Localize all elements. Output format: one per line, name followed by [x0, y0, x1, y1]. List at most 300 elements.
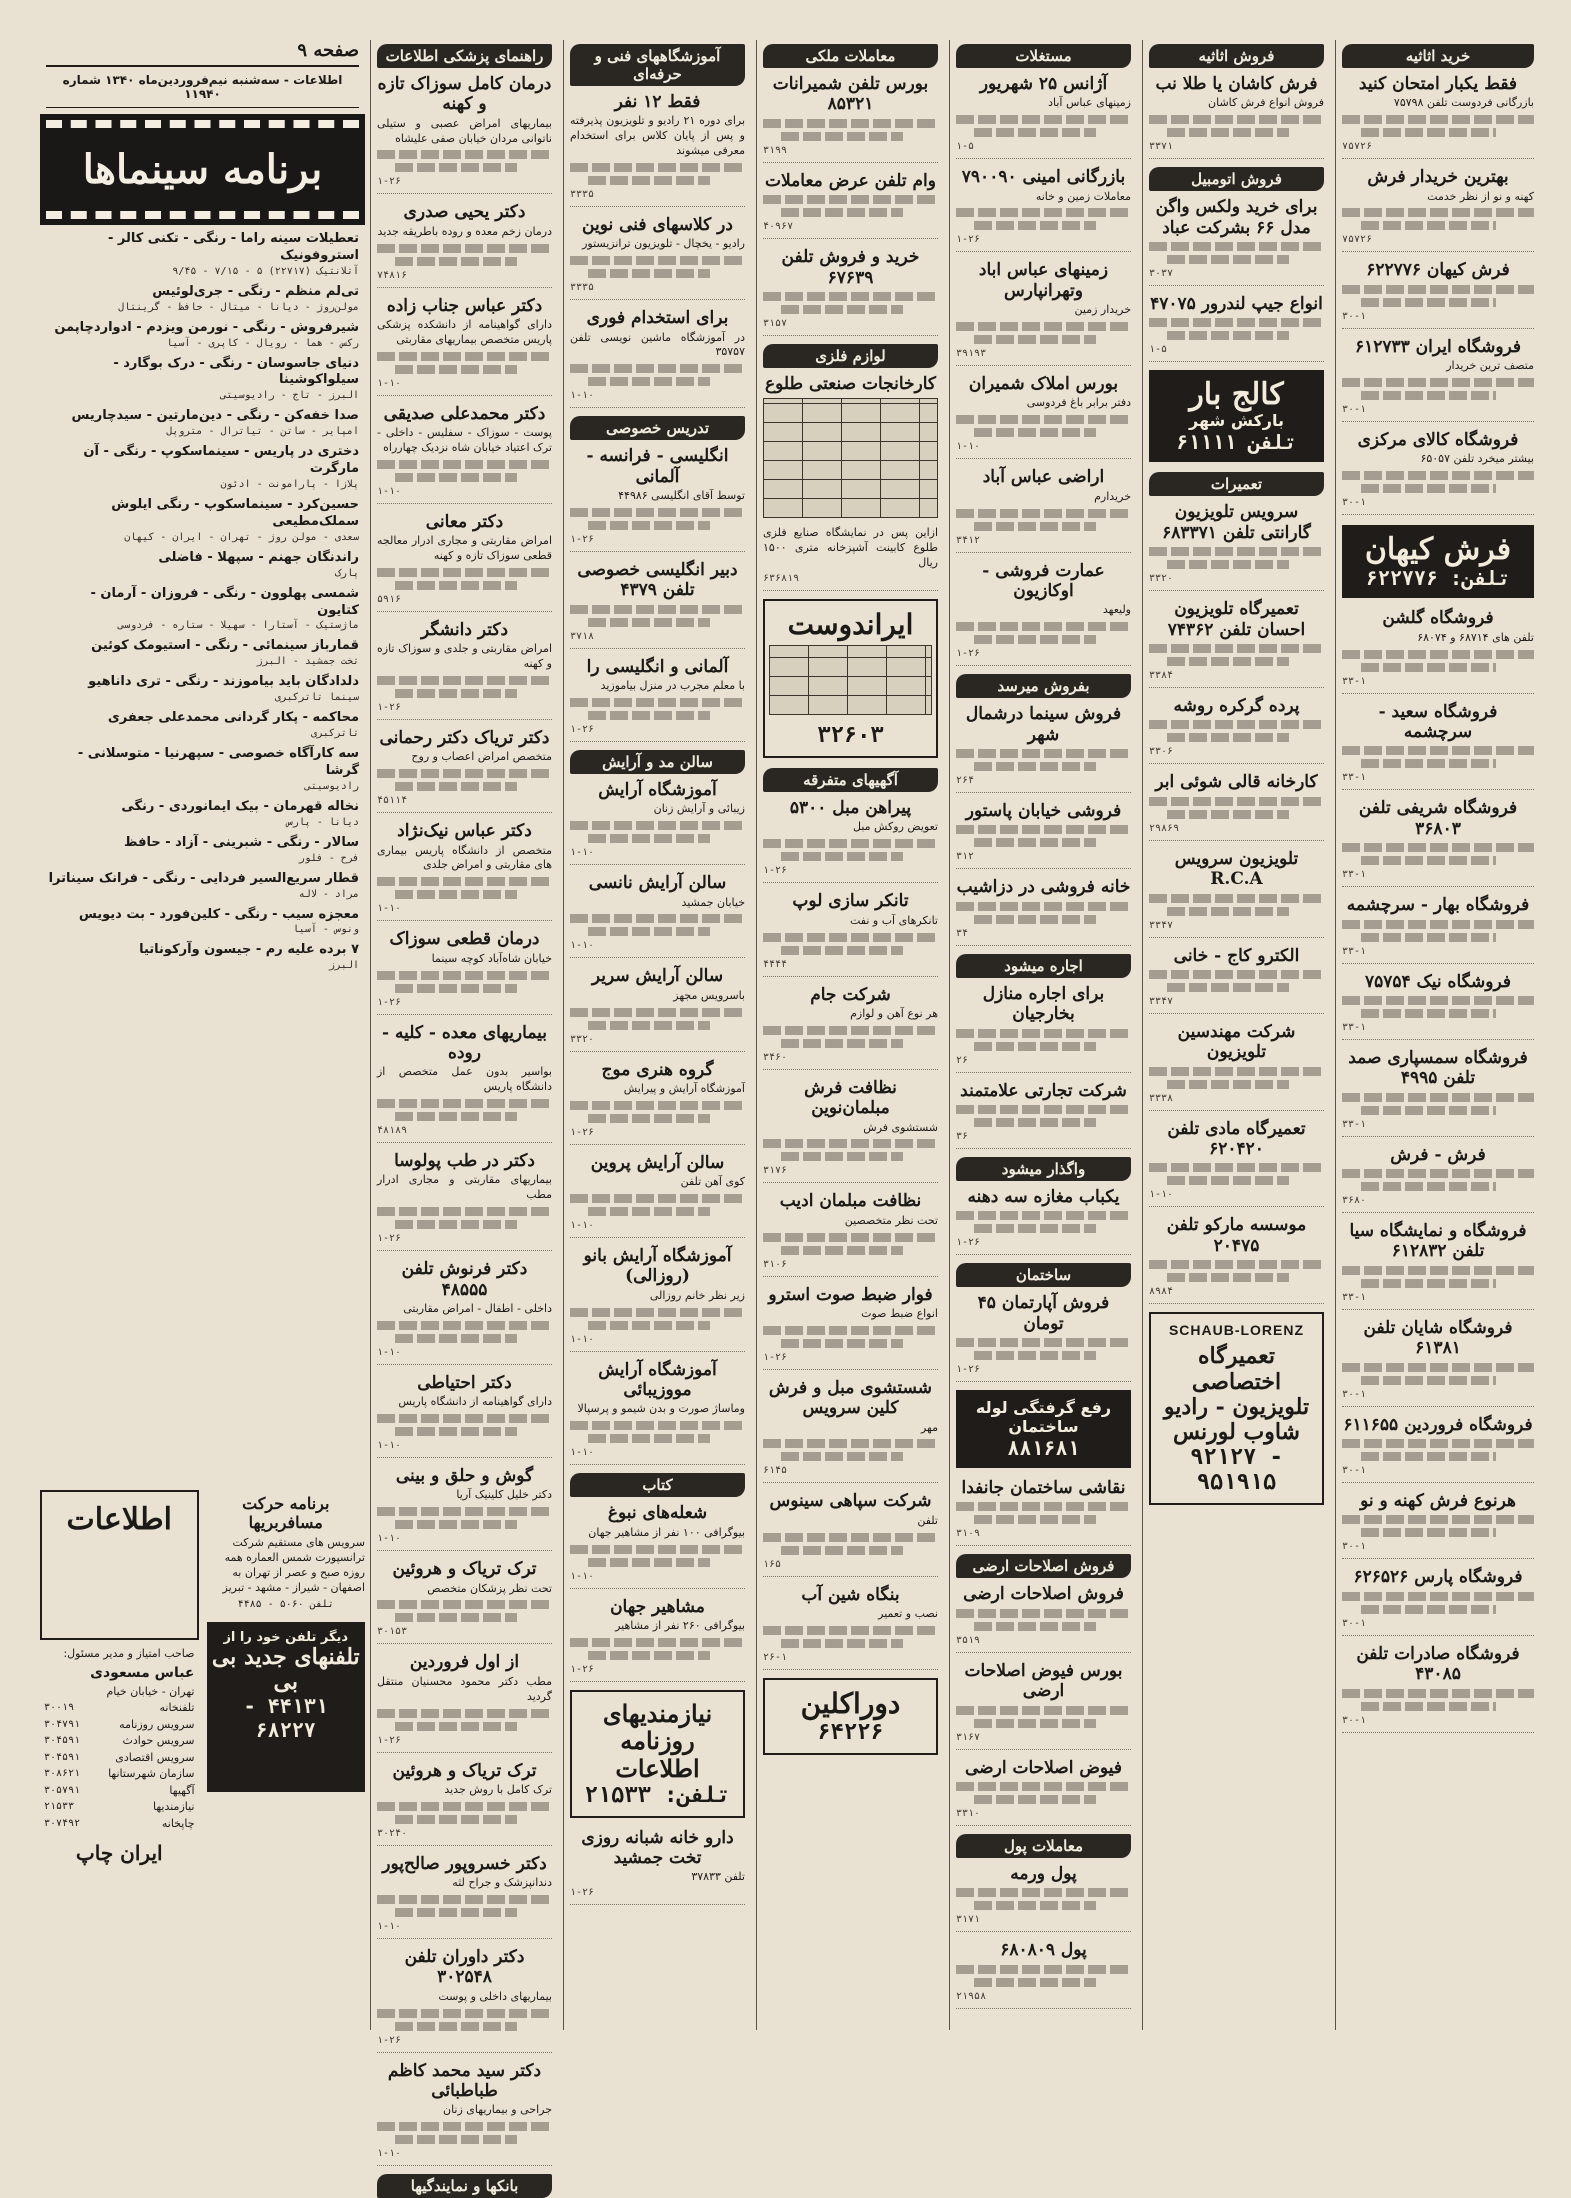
text-line: [588, 269, 711, 278]
ad-title: فروشگاه شریفی تلفن ۳۶۸۰۳: [1358, 798, 1518, 839]
credit-row: [44, 1783, 195, 1800]
classified-ad: [763, 1491, 938, 1576]
classified-ad: [377, 821, 552, 921]
credit-row: [44, 1750, 195, 1767]
classified-ad: [377, 1259, 552, 1365]
ad-ref: ۱-۵: [1149, 344, 1168, 356]
film-title: دنیای جاسوسان - رنگی - درک بوگارد - سیلواکوشینا: [113, 355, 359, 388]
ad-title: آموزشگاه آرایش: [598, 779, 717, 800]
ad-body: دندانپزشک و جراح لثه: [452, 1876, 552, 1890]
text-line: [1342, 843, 1534, 852]
ad-body: هر نوع آهن و لوازم: [850, 1006, 938, 1020]
ad-title: درمان کامل سوزاک تازه و کهنه: [377, 74, 552, 115]
classified-ad: [570, 560, 745, 649]
ad-title: دکتر داوران تلفن ۳۰۲۵۴۸: [404, 1946, 525, 1988]
ad-body: بازرگانی فردوست تلفن ۷۵۷۹۸: [1393, 96, 1534, 110]
ad-title: پول ۶۸۰۸۰۹: [1000, 1940, 1087, 1961]
cinema-listing: [46, 710, 359, 740]
text-line: [974, 1351, 1097, 1360]
box-phone: ۴۴۱۳۱ - ۶۸۲۲۷: [243, 1693, 328, 1742]
credit-number: ۳۰۸۶۲۱: [44, 1768, 81, 1779]
section-banner: سالن مد و آرایش: [570, 750, 745, 774]
ad-title: بازرگانی امینی ۷۹۰۰۹۰: [961, 167, 1126, 188]
ad-ref: ۱-۱۰: [570, 1570, 595, 1582]
ad-ref: ۳۰-۱: [1342, 310, 1367, 322]
column-real-estate: [949, 40, 1137, 2030]
cinema-listing: [46, 907, 359, 937]
ad-title: تلویزیون سرویس R.C.A: [1174, 848, 1299, 890]
text-line: [395, 1220, 518, 1229]
box-phone: ۸۸۱۶۸۱: [1007, 1436, 1080, 1461]
ad-title: دبیر انگلیسی خصوصی تلفن ۴۳۷۹: [577, 559, 738, 601]
classified-ad: [1149, 197, 1324, 286]
ad-title: یکباب مغازه سه دهنه: [967, 1186, 1120, 1207]
credit-row: [44, 1700, 195, 1717]
ad-body: نصب و تعمیر: [878, 1607, 938, 1621]
section-banner: کتاب: [570, 1473, 745, 1497]
text-line: [377, 1507, 552, 1516]
classified-ad: [1342, 337, 1534, 422]
ad-body: خریدارم: [1094, 489, 1131, 503]
kayhan-carpet-box: [1342, 525, 1534, 598]
credit-row: [44, 1717, 195, 1734]
classified-ad: [570, 92, 745, 207]
credit-number: ۲۱۵۳۳: [44, 1801, 75, 1812]
text-line: [377, 1802, 552, 1811]
text-line: [570, 914, 745, 923]
text-line: [974, 128, 1097, 137]
text-line: [1149, 894, 1324, 903]
showtimes: پارک: [334, 567, 359, 579]
cinema-listing: [46, 444, 359, 491]
classified-ad: [1342, 260, 1534, 328]
ad-title: اراضی عباس آباد: [982, 467, 1105, 488]
text-line: [1342, 1266, 1534, 1275]
box-line: دیگر تلفن خود را از: [223, 1630, 349, 1646]
ad-title: آموزشگاه آرایش مووزیبائی: [598, 1359, 717, 1401]
classified-ad: [1149, 1022, 1324, 1111]
text-line: [956, 1502, 1131, 1511]
ad-ref: ۸۹۸۴: [1149, 1286, 1174, 1298]
film-title: صدا خفه‌کن - رنگی - دین‌مارتین - سیدچاریس: [71, 408, 359, 424]
text-line: [974, 335, 1097, 344]
ad-title: سالن آرایش نانسی: [588, 873, 727, 894]
ad-body: امراض مقاربتی و جلدی و سوزاک تازه و کهنه: [377, 642, 552, 671]
travel-tel: تلفن ۵۰۶۰ - ۴۴۸۵: [237, 1599, 334, 1611]
ad-body: کهنه و نو از نظر خدمت: [1427, 189, 1534, 203]
text-line: [974, 428, 1097, 437]
classified-ad: [1342, 895, 1534, 963]
text-line: [1149, 242, 1324, 251]
ad-body: دارای گواهینامه از دانشکده پزشکی پاریس متخصص بیماریهای مقاربتی: [377, 318, 552, 346]
column-medical: [370, 40, 558, 2196]
credit-number: ۳۰۴۵۹۱: [44, 1751, 81, 1763]
text-line: [377, 2122, 552, 2131]
section-banner: فروش اثاثیه: [1149, 44, 1324, 68]
ad-ref: ۳۰-۱: [1342, 1388, 1367, 1400]
ad-body: تلفن ۳۷۸۳۳: [691, 1870, 745, 1884]
text-line: [956, 1105, 1131, 1114]
ad-body: زمینهای عباس آباد: [1048, 96, 1131, 110]
ad-title: دکتر محمدعلی صدیقی: [383, 403, 546, 424]
credit-number: ۳۰۵۷۹۱: [44, 1784, 81, 1796]
credit-number: ۳۰۴۷۹۱: [44, 1718, 81, 1730]
ad-ref: ۳۳۳۸: [1149, 1092, 1174, 1104]
text-line: [377, 676, 552, 685]
printer-name: ایران چاپ: [75, 1841, 163, 1865]
text-line: [1361, 484, 1495, 493]
box-title: فرش کیهان: [1364, 532, 1512, 568]
box-title: ایراندوست: [787, 607, 914, 641]
ad-body: دکتر خلیل کلینیک آریا: [456, 1488, 552, 1502]
cinema-listing: [46, 320, 359, 350]
brand-logo: SCHAUB-LORENZ: [1168, 1322, 1305, 1339]
text-line: [781, 852, 904, 861]
text-line: [974, 1719, 1097, 1728]
ad-ref: ۳۰۲۴۰: [377, 1827, 408, 1839]
classified-ad: [763, 1285, 938, 1370]
ad-body: جراحی و بیماریهای زنان: [443, 2103, 552, 2117]
ad-title: مشاهیر جهان: [610, 1596, 705, 1617]
schaub-lorenz-box: [1149, 1312, 1324, 1505]
text-line: [956, 415, 1131, 424]
credit-label: سازمان شهرستانها: [108, 1767, 195, 1780]
showtimes: آتلانتیک (۲۲۷۱۷) ۵ - ۷/۱۵ - ۹/۴۵: [172, 265, 359, 277]
text-line: [1342, 1592, 1534, 1601]
classified-ad: [377, 1854, 552, 1939]
text-line: [588, 377, 711, 386]
text-line: [1167, 1176, 1290, 1185]
newspaper-page: [40, 40, 1540, 2196]
address: تهران - خیابان خیام: [106, 1684, 195, 1698]
ad-body: انواع ضبط صوت: [861, 1307, 938, 1321]
text-line: [763, 119, 938, 128]
ad-title: فروش اصلاحات ارضی: [963, 1584, 1124, 1605]
text-line: [1167, 1273, 1290, 1282]
text-line: [377, 1600, 552, 1609]
showtimes: البرز - تاج - رادیوسیتی: [220, 390, 359, 402]
ad-ref: ۳۰-۱: [1342, 1714, 1367, 1726]
text-line: [974, 838, 1097, 847]
bottom-boxes: [40, 1490, 365, 1874]
ad-ref: ۴۴۴۴: [763, 958, 788, 970]
text-line: [377, 1895, 552, 1904]
classified-ad: [1149, 1119, 1324, 1208]
ad-title: فرش کاشان یا طلا نب: [1155, 74, 1318, 94]
ad-title: شرکت مهندسین تلویزیون: [1177, 1021, 1296, 1063]
ad-ref: ۳۳۳۵: [570, 188, 595, 200]
ad-body: خیابان جمشید: [681, 895, 745, 909]
showtimes: رادیوسیتی: [304, 780, 359, 792]
text-line: [588, 711, 711, 720]
ad-title: نظافت مبلمان ادیب: [779, 1191, 922, 1212]
text-line: [956, 322, 1131, 331]
page-number: صفحه ۹: [46, 40, 359, 67]
column-education-beauty: [563, 40, 751, 2030]
ad-ref: ۳۱۰۶: [763, 1258, 788, 1270]
box-title: کالج بار: [1189, 377, 1284, 413]
ad-title: بورس فیوض اصلاحات ارضی: [964, 1660, 1123, 1702]
ad-ref: ۱-۵: [956, 141, 975, 153]
text-line: [377, 460, 552, 469]
showtimes: دیانا - پارس: [286, 816, 359, 828]
ad-title: دکتر احتیاطی: [417, 1372, 512, 1393]
ad-ref: ۱-۲۶: [956, 648, 981, 660]
classified-ad: [570, 657, 745, 742]
classified-ad: [1342, 972, 1534, 1040]
ad-title: سرویس تلویزیون گارانتی تلفن ۶۸۳۳۷۱: [1162, 502, 1311, 543]
text-line: [763, 839, 938, 848]
text-line: [781, 1039, 904, 1048]
classified-ad: [377, 1559, 552, 1644]
owner-name: عباس مسعودی: [90, 1664, 195, 1681]
text-line: [974, 221, 1097, 230]
text-line: [781, 1452, 904, 1461]
cinema-listing: [46, 746, 359, 793]
ad-body: امراض مقاربتی و مجاری ادرار معالجه قطعی سوزاک تازه و کهنه: [377, 534, 552, 563]
text-line: [377, 769, 552, 778]
ad-ref: ۱-۱۰: [570, 847, 595, 859]
film-title: راندنگان جهنم - سپهلا - فاضلی: [158, 549, 359, 565]
classified-ad: [763, 247, 938, 336]
text-line: [1149, 1067, 1324, 1076]
text-line: [1342, 208, 1534, 217]
ad-body: ولیعهد: [1102, 603, 1131, 617]
text-line: [1149, 970, 1324, 979]
text-line: [1342, 1689, 1534, 1698]
text-line: [1167, 560, 1290, 569]
box-phone: ۶۴۲۲۶: [817, 1720, 884, 1746]
text-line: [570, 1194, 745, 1203]
ad-ref: ۳۳۱۰: [956, 1808, 981, 1820]
film-title: قمارباز سینمائی - رنگی - استیومک کوئین: [91, 638, 359, 654]
text-line: [1361, 1528, 1495, 1537]
ad-ref: ۱-۱۰: [570, 1220, 595, 1232]
text-line: [763, 195, 938, 204]
text-line: [1361, 856, 1495, 865]
ad-ref: ۳۳۲۰: [1149, 573, 1174, 585]
text-line: [395, 581, 518, 590]
section-banner: تعمیرات: [1149, 472, 1324, 496]
text-line: [1342, 1363, 1534, 1372]
ad-title: دکتر عباس جناب زاده: [386, 295, 543, 316]
text-line: [395, 257, 518, 266]
ad-title: دکتر عباس نیک‌نژاد: [397, 821, 532, 842]
ad-title: بیماریهای معده - کلیه - روده: [381, 1022, 548, 1063]
ad-ref: ۱-۱۰: [377, 485, 402, 497]
ad-title: فقط یکبار امتحان کنید: [1358, 74, 1518, 94]
classified-ad: [1342, 798, 1534, 887]
travel-title: برنامه حرکت مسافربریها: [242, 1494, 330, 1532]
text-line: [1361, 298, 1495, 307]
ad-ref: ۱-۲۶: [956, 1364, 981, 1376]
classified-ad: [1149, 772, 1324, 840]
ad-title: فوار ضبط صوت استرو: [768, 1284, 933, 1305]
cinema-listing: [46, 835, 359, 865]
classified-ad: [1149, 294, 1324, 362]
text-line: [956, 208, 1131, 217]
classified-ad: [1342, 702, 1534, 791]
ad-body: برای دوره ۲۱ رادیو و تلویزیون پذیرفته و پس از پایان کلاس برای استخدام معرفی میشوند: [570, 114, 746, 158]
text-line: [588, 176, 711, 185]
ad-ref: ۱۶۵: [763, 1558, 782, 1570]
classified-ad: [956, 1661, 1131, 1750]
cabinet-illustration: [769, 645, 932, 715]
classified-ad: [570, 446, 745, 552]
text-line: [1342, 746, 1534, 755]
credits-block: [40, 1490, 199, 1874]
text-line: [1167, 1080, 1290, 1089]
text-line: [1149, 720, 1324, 729]
showtimes: مراد - لاله: [298, 888, 359, 900]
ad-body: دفتر برابر باغ فردوسی: [1026, 396, 1131, 410]
ad-title: برای استخدام فوری: [586, 308, 729, 329]
ad-ref: ۱-۲۶: [377, 2034, 402, 2046]
text-line: [781, 1246, 904, 1255]
ad-body: تعویض روکش مبل: [852, 820, 938, 834]
text-line: [377, 568, 552, 577]
ad-body: بیماریهای مقاربتی و مجاری ادرار مطب: [377, 1173, 552, 1202]
classified-ad: [377, 202, 552, 287]
text-line: [956, 1029, 1131, 1038]
classified-ad: [763, 1378, 938, 1484]
bb-phone-box: [207, 1622, 366, 1792]
ad-ref: ۳۶۸۰: [1342, 1195, 1367, 1207]
showtimes: سعدی - مولن روژ - تهران - ایران - کیهان: [124, 531, 359, 543]
text-line: [1361, 1182, 1495, 1191]
text-line: [570, 256, 745, 265]
text-line: [377, 352, 552, 361]
column-cinema: [40, 40, 365, 2030]
ad-title: در کلاسهای فنی نوین: [582, 214, 733, 235]
text-line: [763, 1439, 938, 1448]
ad-ref: ۳۱۷۱: [956, 1914, 981, 1926]
classified-ad: [1342, 1491, 1534, 1559]
text-line: [570, 508, 745, 517]
section-banner: لوازم فلزی: [763, 344, 938, 368]
text-line: [570, 1308, 745, 1317]
ad-ref: ۳۰-۱: [1342, 404, 1367, 416]
ad-ref: ۳۴۶۰: [763, 1051, 788, 1063]
text-line: [1167, 907, 1290, 916]
ad-title: تعمیرگاه مادی تلفن ۶۲۰۴۲۰: [1167, 1118, 1306, 1160]
ad-title: خانه فروشی در دزاشیب: [956, 877, 1131, 898]
ad-title: پیراهن مبل ۵۳۰۰: [789, 798, 912, 819]
ad-title: بورس تلفن شمیرانات ۸۵۳۲۱: [772, 74, 929, 115]
ad-title: سالن آرایش پروین: [590, 1152, 725, 1173]
doraclean-box: [763, 1678, 938, 1755]
text-line: [1342, 1169, 1534, 1178]
ad-body: خیابان شاه‌آباد کوچه سینما: [431, 951, 552, 965]
classified-ad: [763, 171, 938, 239]
ad-title: پول ورمه: [1010, 1864, 1077, 1885]
ad-ref: ۷۵۷۲۶: [1342, 234, 1373, 246]
cinema-banner: برنامه سینماها: [46, 120, 359, 219]
classified-ad: [570, 1360, 745, 1466]
text-line: [974, 762, 1097, 771]
credit-label: آگهیها: [169, 1783, 195, 1797]
text-line: [1167, 810, 1290, 819]
classified-ad: [377, 728, 552, 813]
text-line: [974, 1515, 1097, 1524]
text-line: [570, 163, 745, 172]
classified-ad: [1342, 1318, 1534, 1407]
ad-title: دارو خانه شبانه روزی تخت جمشید: [581, 1827, 734, 1868]
text-line: [395, 1815, 518, 1824]
text-line: [395, 890, 518, 899]
ad-title: فروشگاه بهار - سرچشمه: [1346, 895, 1530, 916]
cinema-listing: [46, 356, 359, 403]
text-line: [974, 1042, 1097, 1051]
classified-ad: [377, 74, 552, 194]
ad-body: تحت نظر پزشکان متخصص: [427, 1581, 552, 1595]
text-line: [377, 1709, 552, 1718]
ad-ref: ۱-۲۶: [763, 865, 788, 877]
ad-title: آموزشگاه آرایش بانو (روزالی): [583, 1246, 732, 1287]
classified-ad: [1342, 1048, 1534, 1137]
ad-title: برای خرید ولکس واگن مدل ۶۶ بشرکت عباد: [1155, 197, 1318, 238]
text-line: [956, 1782, 1131, 1791]
showtimes: البرز: [328, 960, 359, 972]
classifieds-box: [570, 1690, 745, 1818]
column-trades-misc: [756, 40, 944, 2030]
text-line: [1342, 1093, 1534, 1102]
ad-ref: ۳۰-۱: [1342, 1541, 1367, 1553]
showtimes: تاترکبری: [310, 728, 359, 740]
ad-title: آژانس ۲۵ شهریور: [979, 74, 1108, 94]
ad-body: آموزشگاه آرایش و پیرایش: [623, 1081, 745, 1095]
credit-number: ۳۰۰۱۹: [44, 1702, 75, 1713]
credit-number: ۳۰۴۵۹۱: [44, 1735, 81, 1746]
ad-title: گروه هنری موج: [601, 1059, 714, 1080]
cinema-listing: [46, 284, 359, 314]
classified-ad: [1149, 849, 1324, 938]
ad-ref: ۱-۲۶: [570, 1663, 595, 1675]
ad-ref: ۷۴۸۱۶: [377, 269, 408, 281]
classified-ad: [377, 620, 552, 720]
text-line: [956, 1888, 1131, 1897]
ad-body: باسرویس مجهز: [673, 988, 745, 1002]
classified-ad: [956, 1758, 1131, 1826]
ad-ref: ۱-۱۰: [377, 1346, 402, 1358]
classified-ad: [570, 1060, 745, 1145]
ad-body: متخصص امراض اعصاب و روح: [411, 750, 552, 764]
ad-ref: ۳۱۵۷: [763, 317, 788, 329]
text-line: [377, 877, 552, 886]
classified-ad: [570, 1153, 745, 1238]
classified-ad: [570, 780, 745, 865]
ad-body: بیماریهای داخلی و پوست: [438, 1989, 552, 2003]
ad-ref: ۳۳-۱: [1342, 1021, 1367, 1033]
film-title: شیرفروش - رنگی - نورمن ویزدم - ادواردچاپمن: [54, 319, 359, 335]
section-banner: اجاره میشود: [956, 954, 1131, 978]
ad-body: فروش انواع فرش کاشان: [1208, 96, 1324, 110]
credit-row: [44, 1733, 195, 1750]
box-title: تلفنهای جدید بی بی: [211, 1644, 360, 1695]
box-title: تعمیرگاه اختصاصی تلویزیون - رادیو شاوب لورنس: [1163, 1343, 1310, 1446]
text-line: [570, 821, 745, 830]
ad-title: فروشگاه شایان تلفن ۶۱۳۸۱: [1363, 1317, 1513, 1359]
ad-body: تلفن: [917, 1513, 938, 1527]
ad-ref: ۱-۱۰: [377, 1439, 402, 1451]
ad-ref: ۳۳۴۷: [1149, 995, 1174, 1007]
text-line: [1342, 920, 1534, 929]
section-banner: واگذار میشود: [956, 1157, 1131, 1181]
ad-ref: ۱-۲۶: [763, 1351, 788, 1363]
ad-title: فروش سینما درشمال شهر: [965, 704, 1122, 745]
text-line: [395, 1613, 518, 1622]
ad-ref: ۱-۱۰: [570, 390, 595, 402]
